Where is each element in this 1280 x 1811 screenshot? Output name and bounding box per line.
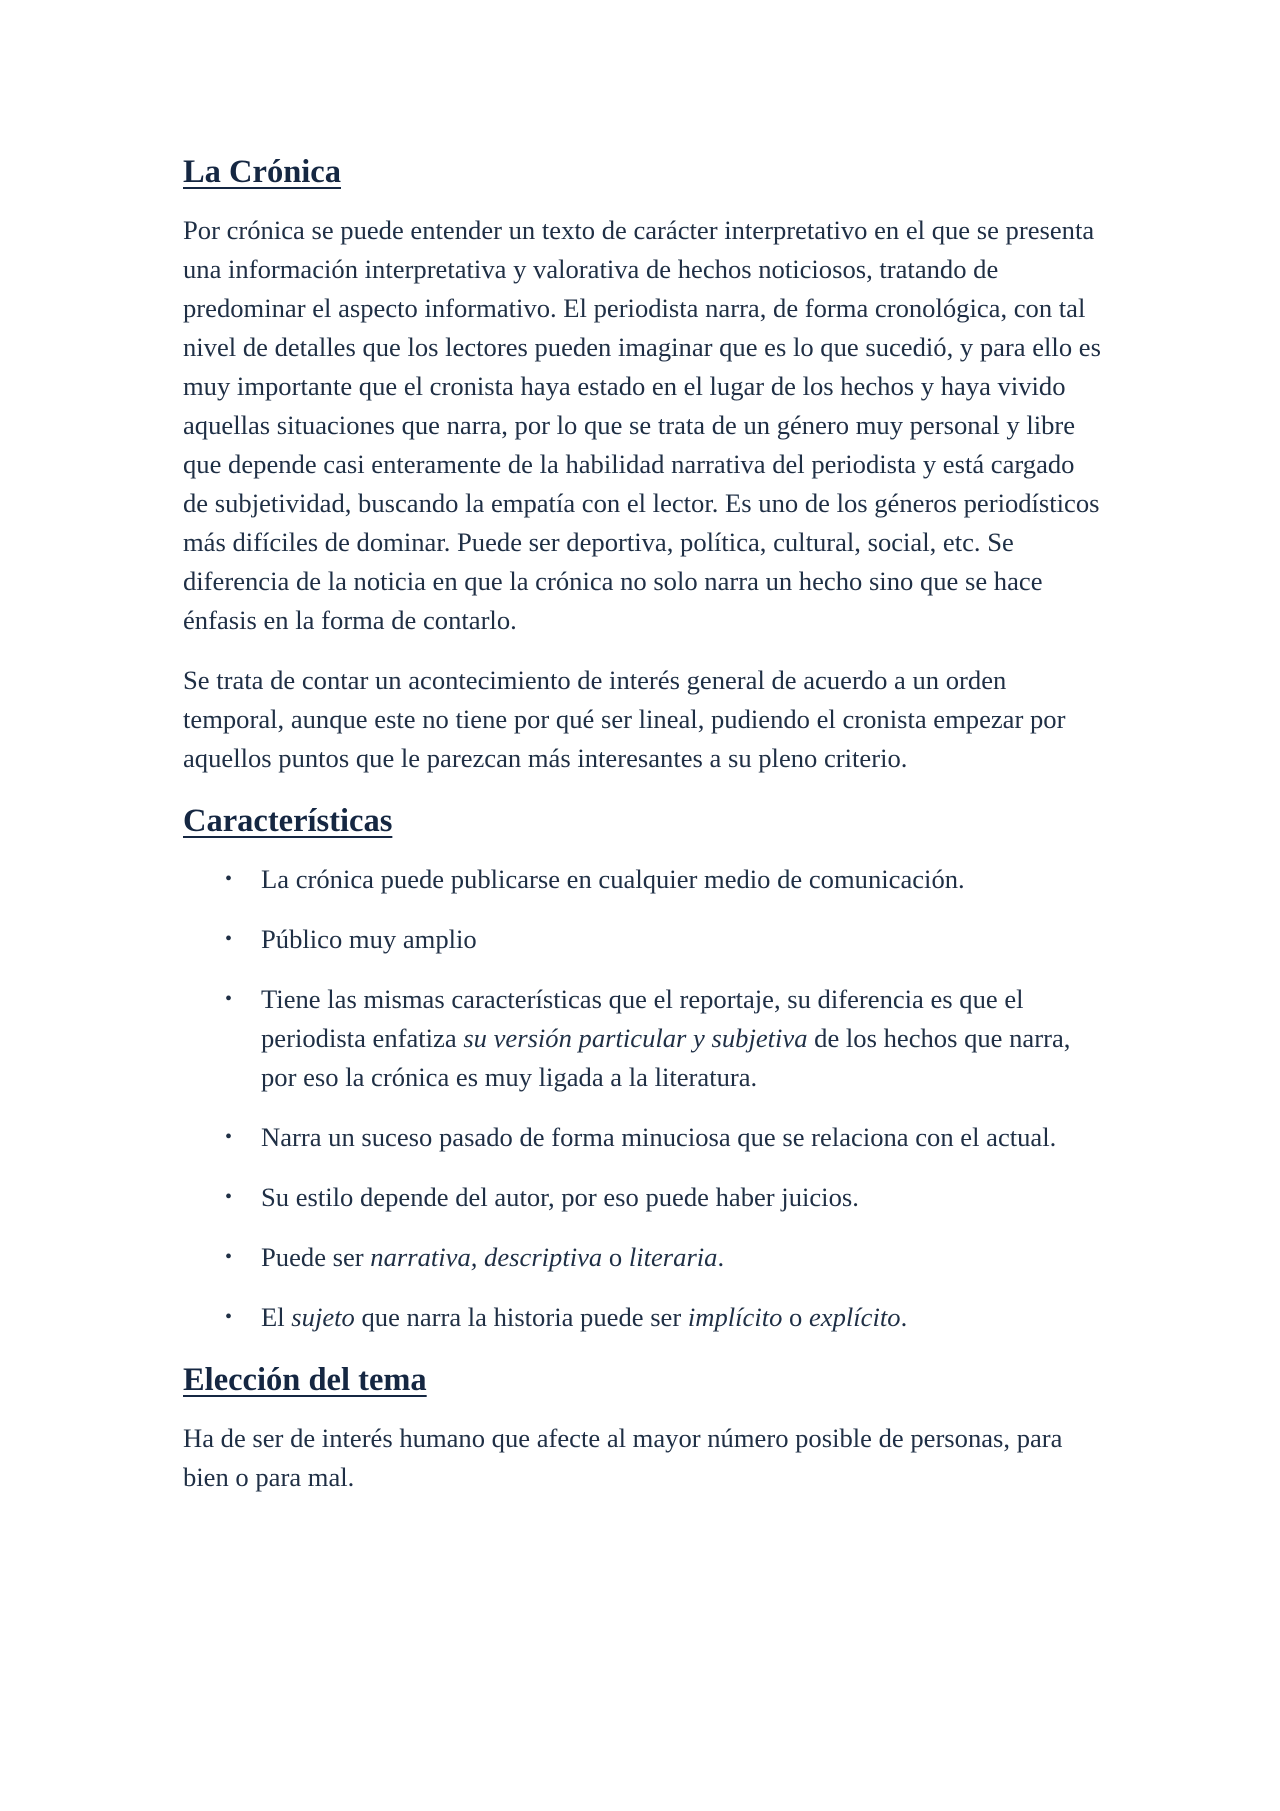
bullet-icon: • (225, 1306, 233, 1328)
list-item-text: Su estilo depende del autor, por eso puede haber juicios. (261, 1182, 859, 1212)
document-page (183, 150, 1103, 1518)
list-item-italic-subject: sujeto (291, 1302, 355, 1332)
list-item-text: Narra un suceso pasado de forma minuciosa que se relaciona con el actual. (261, 1122, 1057, 1152)
list-item-text-before-emphasis: Tiene las mismas características que el reportaje, su diferencia es que el periodista enfatiza (261, 984, 1024, 1053)
list-item (183, 860, 1103, 899)
list-item-prefix: Puede ser (261, 1242, 371, 1272)
bullet-icon: • (225, 1246, 233, 1268)
features-heading: Características (183, 803, 393, 839)
list-item-italic-explicit: explícito (809, 1302, 901, 1332)
list-item (183, 1298, 1103, 1337)
list-item-suffix: . (900, 1302, 908, 1332)
features-list (183, 860, 1103, 1337)
list-item-italic-implicit: implícito (687, 1302, 783, 1332)
bullet-icon: • (225, 868, 233, 890)
list-item-text-after-emphasis: de los hechos que narra, por eso la crónica es muy ligada a la literatura. (261, 1023, 1071, 1092)
list-item (183, 920, 1103, 959)
bullet-icon: • (225, 1126, 233, 1148)
list-item-suffix: . (717, 1242, 725, 1272)
list-item-text: Público muy amplio (261, 924, 477, 954)
list-item-prefix: El (261, 1302, 292, 1332)
list-item-conjunction: o (602, 1242, 629, 1272)
list-item (183, 1178, 1103, 1217)
topic-heading: Elección del tema (183, 1362, 427, 1398)
list-item-italic-literary: literaria (628, 1242, 718, 1272)
list-item-text: La crónica puede publicarse en cualquier medio de comunicación. (261, 864, 965, 894)
intro-paragraph: Se trata de contar un acontecimiento de interés general de acuerdo a un orden temporal, aunque este no tiene por qué ser lineal, pudiendo el cronista empezar por aquellos puntos que le parezcan más interesantes a su pleno criterio. (183, 665, 1066, 773)
list-item-emphasis: su versión particular y subjetiva (463, 1023, 808, 1053)
topic-paragraph: Ha de ser de interés humano que afecte al mayor número posible de personas, para bien o para mal. (183, 1423, 1063, 1492)
list-item (183, 1238, 1103, 1277)
list-item (183, 980, 1103, 1097)
bullet-icon: • (225, 928, 233, 950)
list-item (183, 1118, 1103, 1157)
list-item-italic-types: narrativa, descriptiva (370, 1242, 603, 1272)
bullet-icon: • (225, 1186, 233, 1208)
intro-paragraph: Por crónica se puede entender un texto de carácter interpretativo en el que se presenta una información interpretativa y valorativa de hechos noticiosos, tratando de predominar el aspecto informativo. El periodista narra, de forma cronológica, con tal nivel de detalles que los lectores pueden imaginar que es lo que sucedió, y para ello es muy importante que el cronista haya estado en el lugar de los hechos y haya vivido aquellas situaciones que narra, por lo que se trata de un género muy personal y libre que depende casi enteramente de la habilidad narrativa del periodista y está cargado de subjetividad, buscando la empatía con el lector. Es uno de los géneros periodísticos más difíciles de dominar. Puede ser deportiva, política, cultural, social, etc. Se diferencia de la noticia en que la crónica no solo narra un hecho sino que se hace énfasis en la forma de contarlo. (183, 215, 1101, 635)
bullet-icon: • (225, 988, 233, 1010)
document-title: La Crónica (183, 154, 341, 190)
list-item-middle-text: que narra la historia puede ser (354, 1302, 688, 1332)
list-item-conjunction: o (782, 1302, 809, 1332)
